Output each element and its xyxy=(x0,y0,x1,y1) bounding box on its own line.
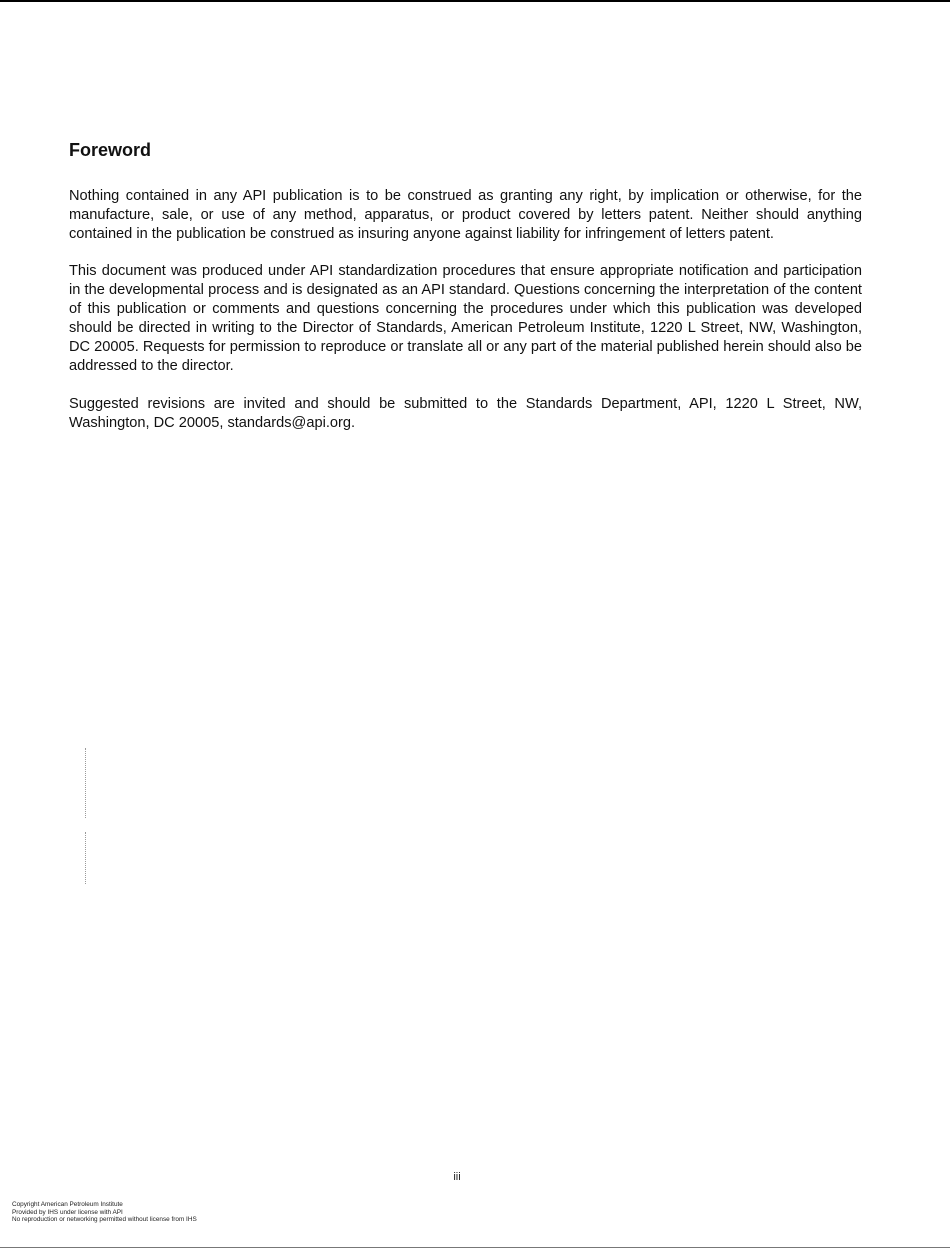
page-number: iii xyxy=(453,1171,461,1183)
license-line-copyright: Copyright American Petroleum Institute xyxy=(12,1201,123,1208)
page-title: Foreword xyxy=(69,140,152,160)
bottom-border-rule xyxy=(0,1247,950,1248)
foreword-paragraph-patent: Nothing contained in any API publication is to be construed as granting any right, by implication or otherwise, for the manufacture, sale, or use of any method, apparatus, or product covered by letters patent. Neither should anything contained in the publication be construed as insuring anyone against liability for infringement of letters patent. xyxy=(69,188,862,242)
license-line-restriction: No reproduction or networking permitted without license from IHS xyxy=(12,1216,197,1224)
license-notice xyxy=(12,1201,197,1224)
foreword-paragraph-procedures: This document was produced under API standardization procedures that ensure appropriate notification and participation in the developmental process and is designated as an API standard. Questions concerning the interpretation of the content of this publication or comments and questions concerning the procedures under which this publication was developed should be directed in writing to the Director of Standards, American Petroleum Institute, 1220 L Street, NW, Washington, DC 20005. Requests for permission to reproduce or translate all or any part of the material published herein should also be addressed to the director. xyxy=(69,263,862,374)
license-line-provider: Provided by IHS under license with API xyxy=(12,1208,123,1216)
foreword-paragraph-revisions: Suggested revisions are invited and should be submitted to the Standards Department, API, 1220 L Street, NW, Washington, DC 20005, standards@api.org. xyxy=(69,396,862,431)
scan-margin-marks xyxy=(85,748,89,818)
scan-margin-marks xyxy=(85,832,89,884)
top-border-rule xyxy=(0,0,950,2)
